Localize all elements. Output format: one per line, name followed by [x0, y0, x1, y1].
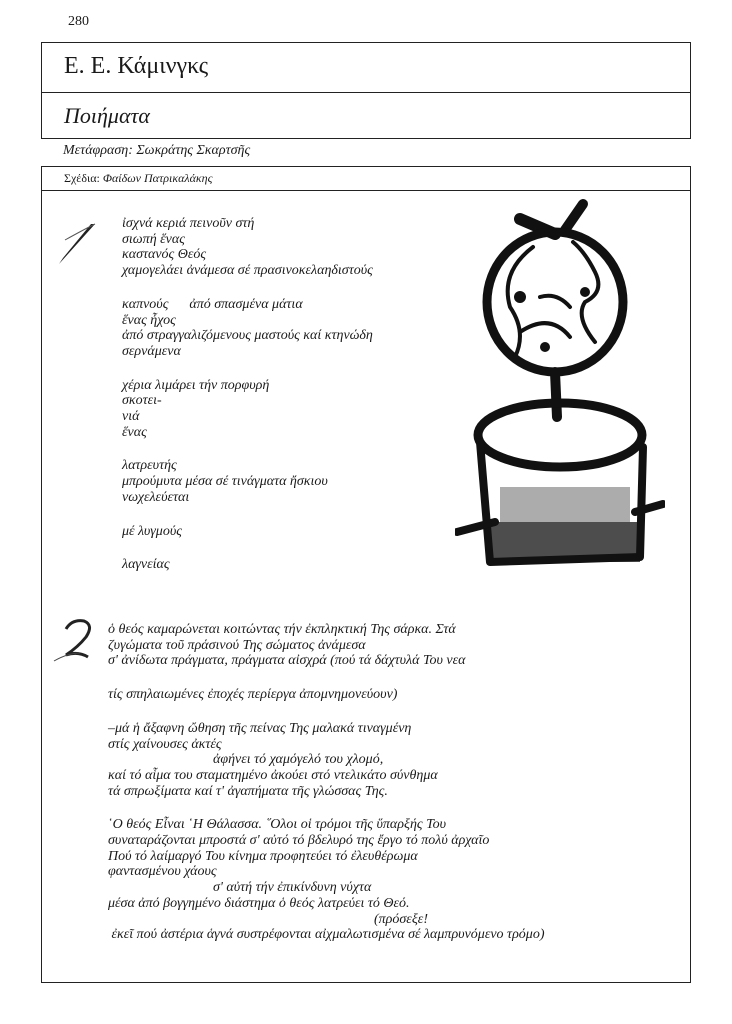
author-name: Ε. Ε. Κάμινγκς: [64, 53, 209, 79]
poem-line: νωχελεύεται: [122, 489, 190, 505]
poem-line: σ' ἀνίδωτα πράγματα, πράγματα αἰσχρά (πού τά δάχτυλά Του νεα: [108, 653, 466, 669]
header-box: [41, 42, 691, 139]
stanza-gap: [108, 703, 544, 721]
work-title: Ποιήματα: [64, 103, 150, 128]
poem-line: ἕνας ἦχος: [122, 312, 176, 328]
poem-line: μπρούμυτα μέσα σέ τινάγματα ἤσκιου: [122, 474, 328, 490]
poem-line: λαγνείας: [122, 557, 170, 573]
page-number: 280: [68, 14, 89, 29]
drawings-name: Φαίδων Πατρικαλάκης: [102, 171, 213, 185]
poem-line: στίς χαίνουσες ἀκτές: [108, 736, 222, 752]
poem-line: τά σπρωξίματα καί τ' ἀγαπήματα τῆς γλώσσας Της.: [108, 783, 388, 799]
crayon-figure-icon: [455, 192, 665, 572]
poem-line: μέ λυγμούς: [122, 523, 182, 539]
stanza-gap: [122, 506, 373, 524]
stanza-gap: [108, 799, 544, 817]
poem-2: [108, 622, 544, 943]
poem-line: τίς σπηλαιωμένες ἐποχές περίεργα ἀπομνημονεύουν): [108, 687, 398, 703]
poem-line: χέρια λιμάρει τήν πορφυρή: [122, 377, 270, 393]
poem-line: καπνούς ἀπό σπασμένα μάτια: [122, 296, 303, 312]
poem-line: –μά ἡ ἄξαφνη ὤθηση τῆς πείνας Της μαλακά τιναγμένη: [108, 720, 412, 736]
poem-line: μέσα ἀπό βογγημένο διάστημα ὁ θεός λατρεύει τό Θεό.: [108, 895, 410, 911]
poem-line: ζυγώματα τοῦ πράσινού Της σώματος ἀνάμεσα: [108, 637, 366, 653]
stanza-gap: [122, 440, 373, 458]
stanza-gap: [122, 279, 373, 297]
poem-line: καστανός Θεός: [122, 247, 207, 263]
drawings-credit: [64, 171, 213, 186]
poem-2-numeral-icon: [48, 617, 98, 665]
poem-1: [122, 216, 373, 573]
poem-line: συναταράζονται μπροστά σ' αὐτό τό βδελυρό της ἔργο τό πολύ ἀρχαῖο: [108, 833, 490, 849]
poem-line: ἕνας: [122, 424, 147, 440]
stanza-gap: [108, 669, 544, 687]
poem-line: σιωπή ἕνας: [122, 231, 185, 247]
poem-line: χαμογελάει ἀνάμεσα σέ πρασινοκελαηδιστούς: [122, 263, 373, 279]
credit-divider: [42, 190, 690, 191]
translator-credit: Μετάφραση: Σωκράτης Σκαρτσῆς: [63, 143, 251, 158]
drawings-label: Σχέδια:: [64, 171, 100, 185]
poem-line: ἐκεῖ πού ἀστέρια ἁγνά συστρέφονται αἰχμαλωτισμένα σέ λαμπρυνόμενο τρόμο): [108, 927, 545, 943]
stanza-gap: [122, 539, 373, 557]
poem-line: σερνάμενα: [122, 343, 181, 359]
stanza-gap: [122, 360, 373, 378]
poem-line: νιά: [122, 409, 140, 425]
poem-line: ἀπό στραγγαλιζόμενους μαστούς καί κτηνώδη: [122, 328, 373, 344]
poem-1-numeral-icon: [55, 220, 100, 270]
poem-line: ὁ θεός καμαρώνεται κοιτώντας τήν ἐκπληκτική Της σάρκα. Στά: [108, 622, 456, 637]
poem-line: λατρευτής: [122, 458, 177, 474]
poem-line: (πρόσεξε!: [108, 911, 428, 927]
poem-line: σκοτει-: [122, 393, 162, 409]
poem-line: ἀφήνει τό χαμόγελό του χλομό,: [108, 752, 384, 768]
poem-line: σ' αὐτή τήν ἐπικίνδυνη νύχτα: [108, 880, 372, 896]
poem-line: φαντασμένου χάους: [108, 864, 217, 880]
poem-line: Πού τό λαίμαργό Του κίνημα προφητεύει τό ἐλευθέρωμα: [108, 848, 418, 864]
header-divider: [42, 92, 690, 93]
poem-line: ῾Ο θεός Εἶναι ῾Η Θάλασσα. ῞Ολοι οἱ τρόμοι τῆς ὕπαρξής Του: [108, 817, 447, 833]
poem-line: ἰσχνά κεριά πεινοῦν στή: [122, 216, 255, 231]
poem-line: καί τό αἷμα του σταματημένο ἀκούει στό ντελικάτο σύνθημα: [108, 767, 438, 783]
